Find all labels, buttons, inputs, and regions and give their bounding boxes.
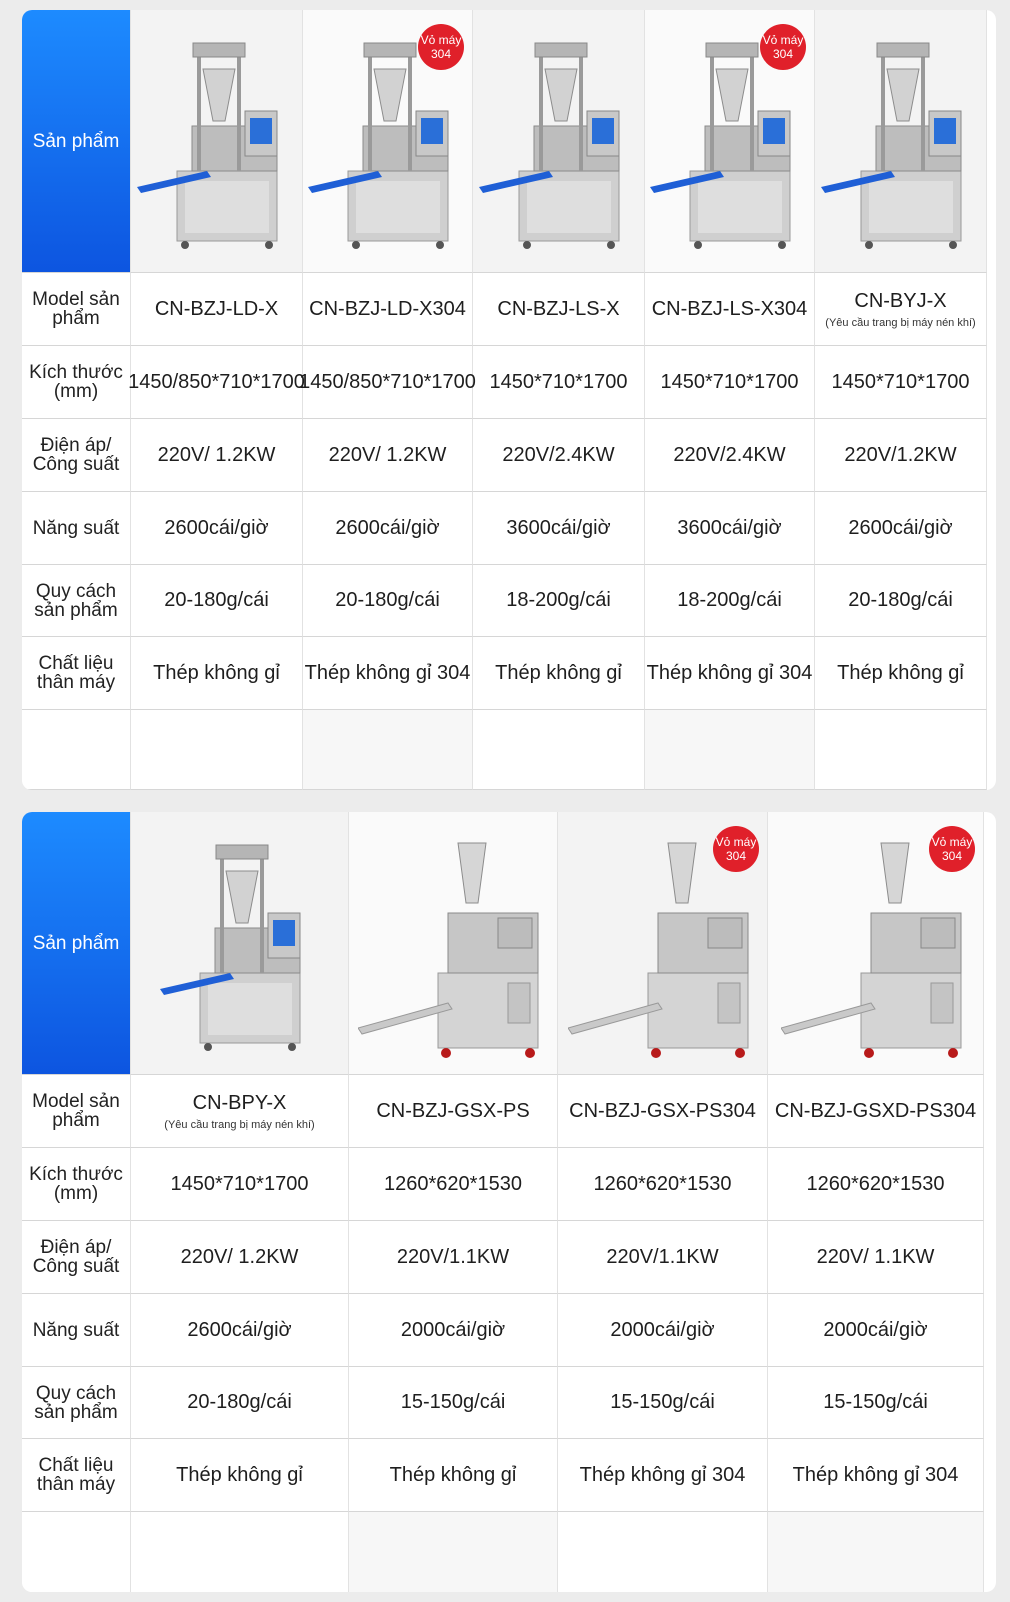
power-value [645,419,815,492]
spec-value [815,565,987,637]
blank-cell [558,1512,768,1592]
capacity-text: 2600cái/giờ [187,1318,292,1341]
size-text: 1260*620*1530 [806,1172,945,1195]
material-value [558,1439,768,1512]
row-label-size-text: Kích thước [29,362,123,383]
model-value [131,273,303,346]
row-label-size-text: Kích thước [29,1164,123,1185]
badge-text: Vỏ máy [931,835,973,849]
row-label-power [22,419,131,492]
row-label-size-text: (mm) [53,1183,99,1204]
badge-text: 304 [430,47,452,61]
size-value [299,346,476,419]
blank-cell [131,1512,349,1592]
row-label-size [22,1148,131,1221]
size-value [768,1148,984,1221]
capacity-value [645,492,815,565]
row-label-capacity-text: Năng suất [32,517,120,539]
power-value [473,419,645,492]
row-label-material-text: thân máy [36,1474,116,1495]
power-value [768,1221,984,1294]
row-label-material-text: thân máy [36,672,116,693]
model-text: CN-BZJ-LS-X304 [651,297,808,320]
material-value [473,637,645,710]
power-text: 220V/ 1.1KW [816,1245,935,1268]
size-text: 1450*710*1700 [170,1172,309,1195]
product-image-cell [645,10,815,273]
product-image-cell [131,812,349,1075]
badge-text: 304 [772,47,794,61]
blank-cell [131,710,303,790]
model-value [473,273,645,346]
shell-304-badge [929,826,975,872]
power-text: 220V/ 1.2KW [157,443,276,466]
power-text: 220V/2.4KW [673,443,786,466]
model-note: (Yêu cầu trang bị máy nén khí) [164,1118,315,1131]
blank-cell [473,710,645,790]
product-image-cell [558,812,768,1075]
blank-cell [768,1512,984,1592]
power-text: 220V/1.1KW [396,1245,510,1268]
material-text: Thép không gỉ [153,661,280,684]
row-label-model-text: phẩm [52,1110,100,1131]
row-label-material [22,637,131,710]
size-text: 1260*620*1530 [384,1172,522,1195]
blank-label-cell [22,710,131,790]
badge-text: 304 [941,849,963,863]
machine-image [821,21,981,261]
row-label-power-text: Điện áp/ [40,1237,112,1258]
row-label-product [22,812,131,1075]
power-value [349,1221,558,1294]
size-value [645,346,815,419]
material-value [131,1439,349,1512]
row-label-material [22,1439,131,1512]
power-value [131,419,303,492]
material-text: Thép không gỉ 304 [646,661,813,684]
badge-text: Vỏ máy [762,33,804,47]
material-value [131,637,303,710]
power-text: 220V/ 1.2KW [180,1245,299,1268]
row-label-material-text: Chất liệu [38,1455,114,1476]
machine-image [145,823,335,1063]
size-value [349,1148,558,1221]
model-note: (Yêu cầu trang bị máy nén khí) [825,316,976,329]
model-value [645,273,815,346]
material-text: Thép không gỉ 304 [304,661,471,684]
row-label-product-text: Sản phẩm [32,932,120,954]
row-label-model [22,273,131,346]
blank-cell [303,710,473,790]
row-label-spec [22,565,131,637]
power-text: 220V/ 1.2KW [328,443,447,466]
row-label-spec-text: Quy cách [35,1382,117,1404]
material-value [768,1439,984,1512]
model-value [815,273,987,346]
power-text: 220V/2.4KW [502,443,615,466]
spec-value [349,1367,558,1439]
material-text: Thép không gỉ [837,661,964,684]
row-label-model-text: Model sản [32,289,120,310]
capacity-value [768,1294,984,1367]
spec-value [303,565,473,637]
spec-table-1 [22,10,996,790]
capacity-text: 3600cái/giờ [677,516,782,539]
machine-image [479,21,639,261]
size-value [131,1148,349,1221]
model-text: CN-BPY-X [192,1091,287,1114]
row-label-power-text: Công suất [32,1256,120,1277]
capacity-text: 2600cái/giờ [335,516,440,539]
capacity-text: 2000cái/giờ [400,1318,506,1341]
product-image-cell [131,10,303,273]
size-text: 1450/850*710*1700 [128,370,305,393]
capacity-text: 2000cái/giờ [610,1318,715,1341]
row-label-capacity [22,1294,131,1367]
spec-text: 20-180g/cái [848,589,953,611]
power-value [558,1221,768,1294]
product-image-cell [768,812,984,1075]
row-label-model-text: Model sản [32,1091,120,1112]
model-value [349,1075,558,1148]
model-text: CN-BZJ-LD-X304 [309,297,466,320]
blank-cell [815,710,987,790]
model-value [768,1075,984,1148]
capacity-value [349,1294,558,1367]
spec-grid-1 [22,10,996,790]
power-value [303,419,473,492]
badge-text: 304 [725,849,747,863]
capacity-text: 2600cái/giờ [164,516,269,539]
row-label-power-text: Công suất [32,454,120,475]
row-label-material-text: Chất liệu [38,653,114,674]
row-label-power-text: Điện áp/ [40,435,112,456]
power-value [131,1221,349,1294]
power-text: 220V/1.1KW [606,1245,719,1268]
row-label-model-text: phẩm [52,308,100,329]
material-value [303,637,473,710]
machine-image [358,823,548,1063]
model-text: CN-BZJ-LD-X [154,297,279,320]
spec-grid-2 [22,812,996,1592]
model-text: CN-BZJ-GSX-PS304 [569,1099,756,1122]
machine-image [137,21,297,261]
material-text: Thép không gỉ [176,1463,303,1486]
size-text: 1450*710*1700 [489,370,628,393]
badge-text: Vỏ máy [715,835,757,849]
product-image-cell [815,10,987,273]
shell-304-badge [713,826,759,872]
row-label-spec-text: sản phẩm [34,599,118,621]
capacity-value [131,492,303,565]
material-value [349,1439,558,1512]
size-value [558,1148,768,1221]
spec-text: 15-150g/cái [823,1391,928,1413]
size-value [815,346,987,419]
size-text: 1450/850*710*1700 [299,370,476,393]
model-value [558,1075,768,1148]
shell-304-badge [418,24,464,70]
capacity-text: 2000cái/giờ [823,1318,928,1341]
blank-cell [645,710,815,790]
model-value [303,273,473,346]
product-image-cell [473,10,645,273]
row-label-size-text: (mm) [53,381,99,402]
size-text: 1260*620*1530 [593,1172,732,1195]
model-text: CN-BZJ-LS-X [497,297,620,320]
spec-text: 18-200g/cái [506,589,611,611]
badge-text: Vỏ máy [420,33,462,47]
spec-value [558,1367,768,1439]
material-value [645,637,815,710]
material-text: Thép không gỉ [389,1463,517,1486]
row-label-spec-text: sản phẩm [34,1401,118,1423]
row-label-spec [22,1367,131,1439]
blank-label-cell [22,1512,131,1592]
model-value [131,1075,349,1148]
size-value [128,346,305,419]
row-label-product-text: Sản phẩm [32,130,120,152]
capacity-value [558,1294,768,1367]
spec-text: 20-180g/cái [335,589,440,611]
row-label-size [22,346,131,419]
row-label-model [22,1075,131,1148]
capacity-value [473,492,645,565]
capacity-text: 3600cái/giờ [506,516,611,539]
row-label-spec-text: Quy cách [35,580,117,602]
material-text: Thép không gỉ 304 [579,1463,746,1486]
spec-value [131,565,303,637]
size-text: 1450*710*1700 [660,370,799,393]
blank-cell [349,1512,558,1592]
spec-text: 18-200g/cái [677,589,782,611]
product-image-cell [349,812,558,1075]
material-value [815,637,987,710]
row-label-product [22,10,131,273]
spec-value [645,565,815,637]
row-label-capacity [22,492,131,565]
model-text: CN-BYJ-X [854,289,947,312]
spec-text: 20-180g/cái [187,1391,292,1413]
model-text: CN-BZJ-GSX-PS [376,1099,530,1122]
spec-table-2 [22,812,996,1592]
spec-value [473,565,645,637]
capacity-value [303,492,473,565]
product-image-cell [303,10,473,273]
spec-text: 15-150g/cái [400,1391,506,1413]
row-label-capacity-text: Năng suất [32,1319,120,1341]
capacity-text: 2600cái/giờ [848,516,953,539]
row-label-power [22,1221,131,1294]
size-value [473,346,645,419]
capacity-value [815,492,987,565]
material-text: Thép không gỉ 304 [792,1463,959,1486]
spec-value [131,1367,349,1439]
power-value [815,419,987,492]
capacity-value [131,1294,349,1367]
spec-value [768,1367,984,1439]
power-text: 220V/1.2KW [844,443,957,466]
shell-304-badge [760,24,806,70]
spec-text: 20-180g/cái [164,589,269,611]
material-text: Thép không gỉ [495,661,622,684]
model-text: CN-BZJ-GSXD-PS304 [774,1099,977,1122]
size-text: 1450*710*1700 [831,370,970,393]
spec-text: 15-150g/cái [610,1391,715,1413]
